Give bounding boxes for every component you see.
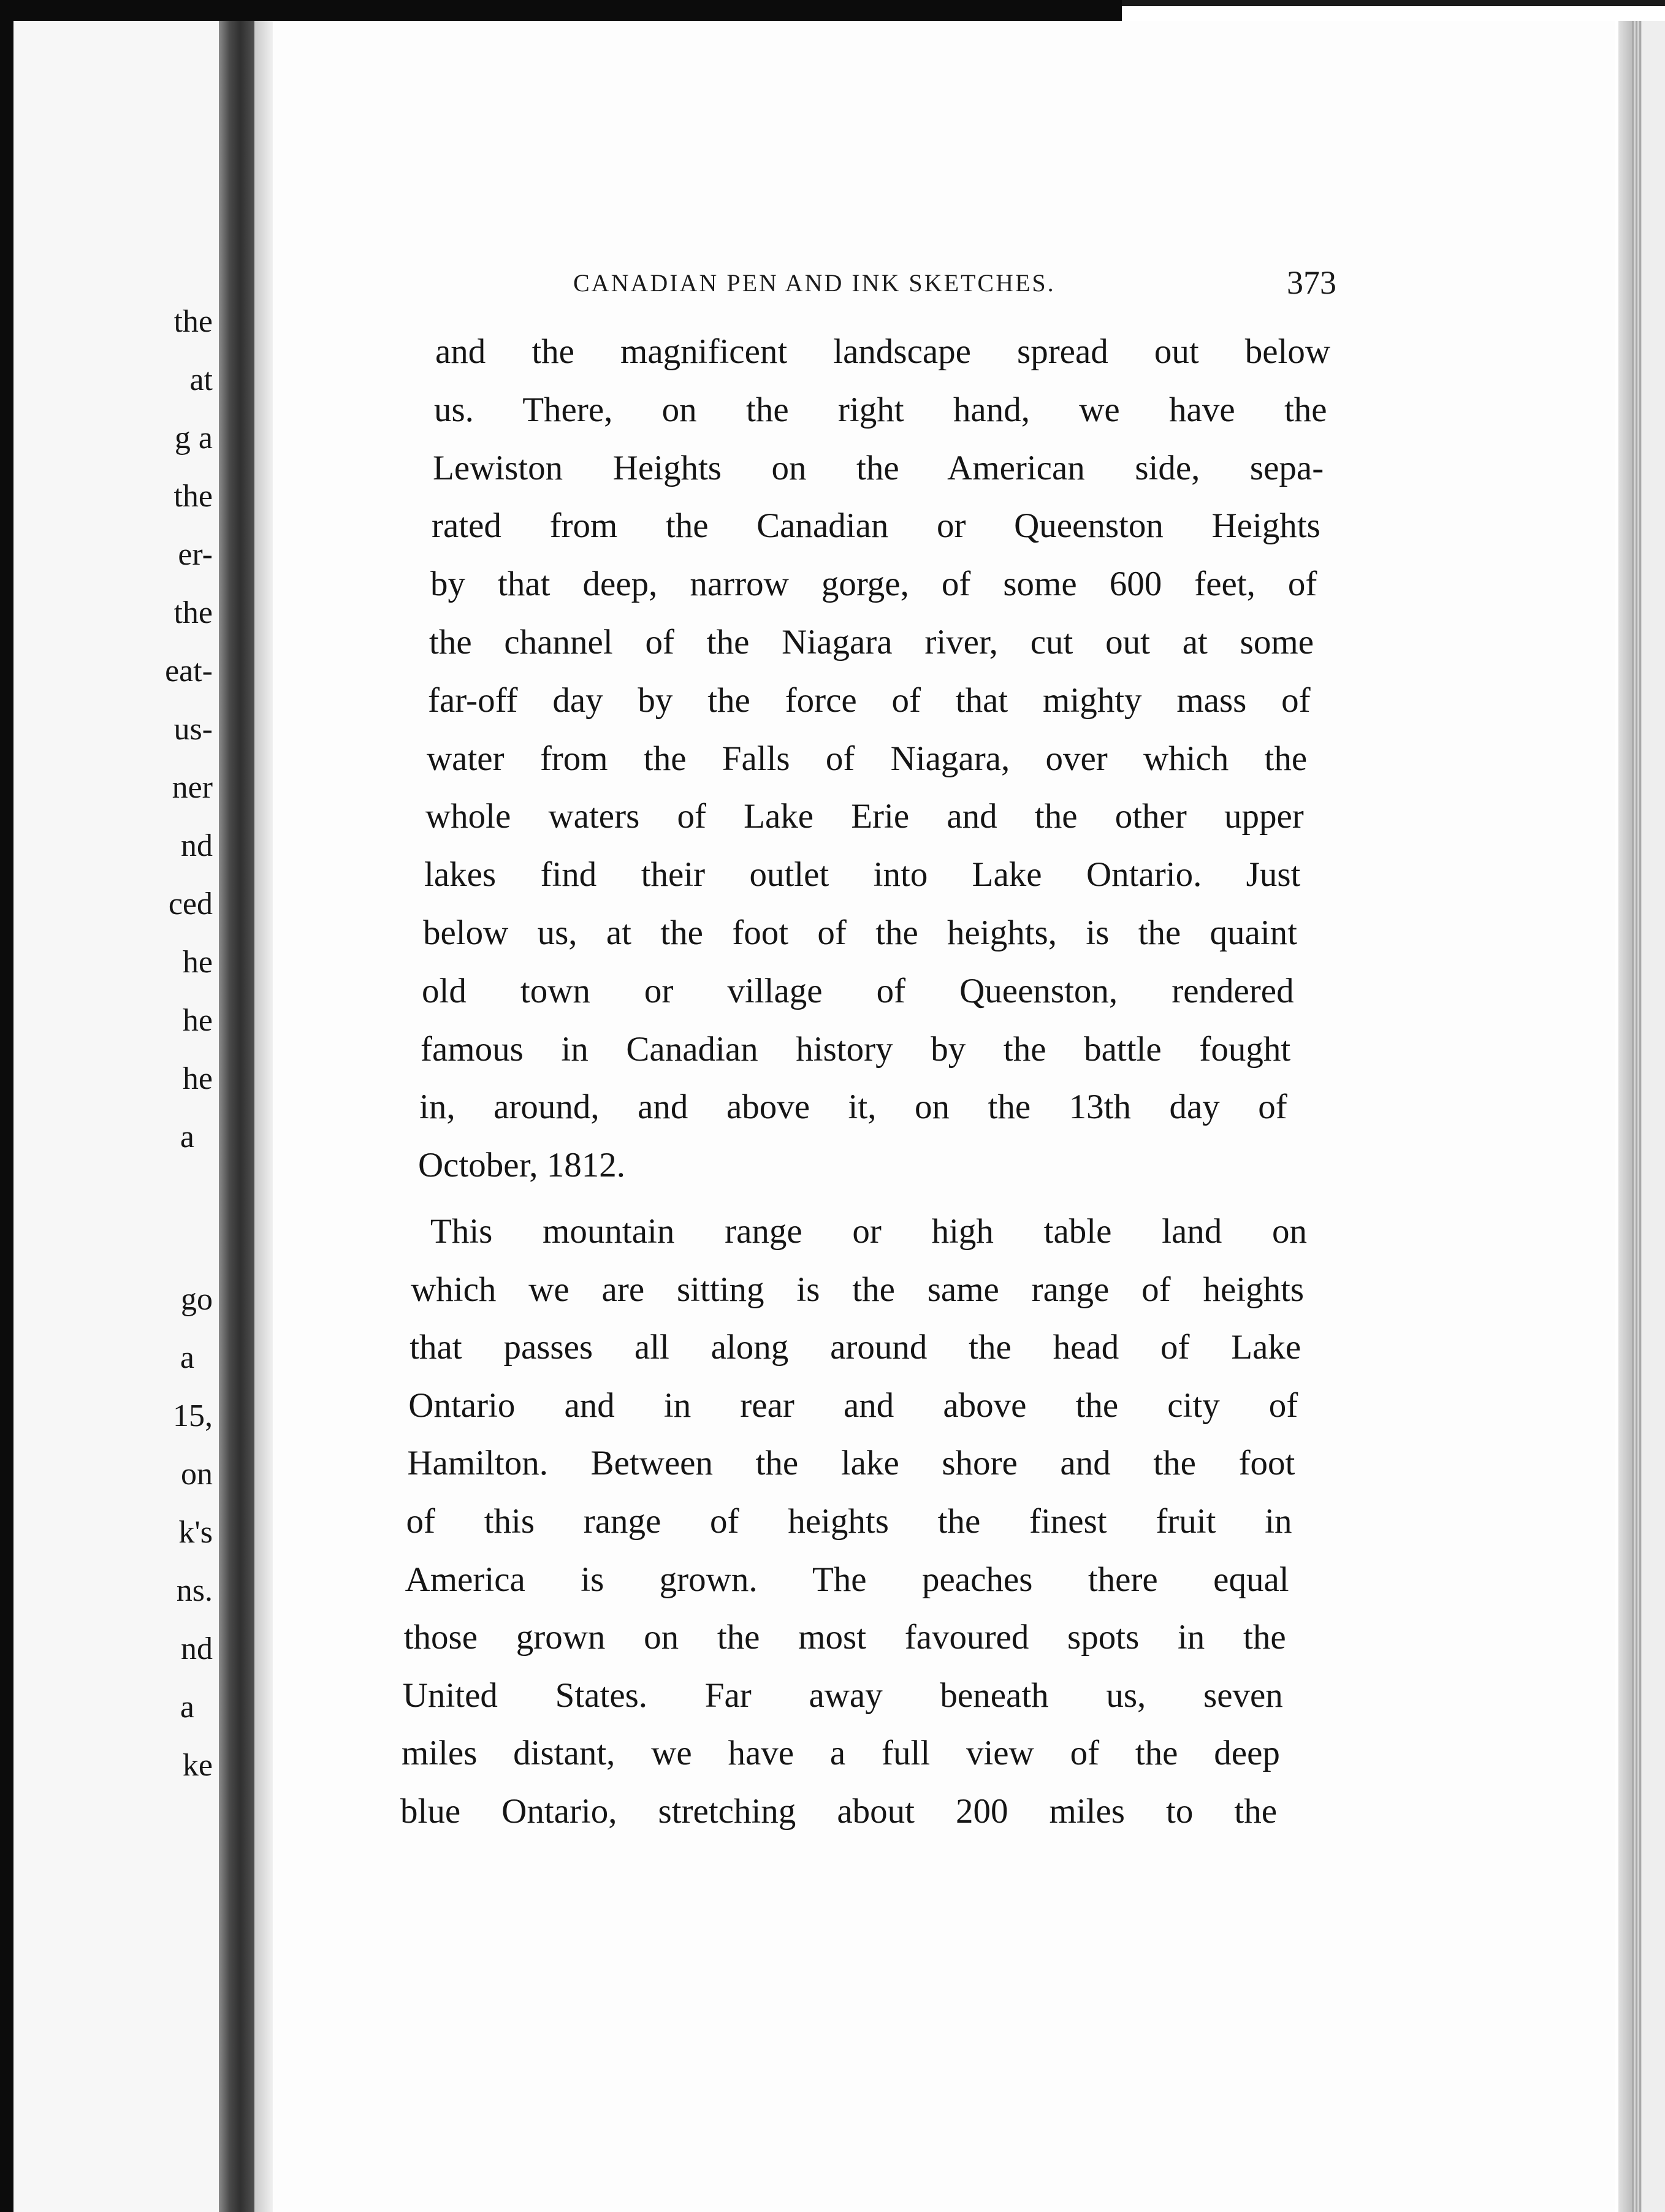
facing-page-line-ending: nd — [181, 1631, 213, 1666]
facing-page-line-ending: eat- — [165, 654, 213, 688]
facing-page-line-ending: a — [180, 1690, 194, 1725]
facing-page-line-ending: nd — [181, 828, 213, 863]
facing-page-line-ending: a — [180, 1119, 194, 1154]
facing-page-line-ending: go — [181, 1282, 213, 1317]
facing-page-line-ending: ke — [182, 1748, 213, 1783]
text-line: which we are sitting is the same range of heights — [411, 1270, 1305, 1309]
text-line: October, 1812. — [418, 1146, 626, 1185]
running-title: CANADIAN PEN AND INK SKETCHES. — [573, 269, 1056, 297]
text-line: miles distant, we have a full view of the deep — [401, 1734, 1280, 1773]
facing-page-line-ending: er- — [178, 537, 213, 572]
text-line: and the magnificent landscape spread out below — [435, 332, 1330, 371]
facing-page-line-ending: the — [173, 479, 213, 514]
facing-page-line-ending: the — [173, 304, 213, 339]
text-line: famous in Canadian history by the battle fought — [421, 1029, 1291, 1069]
scanner-frame-top — [0, 0, 1122, 21]
facing-page-line-ending: us- — [173, 712, 213, 747]
text-line: United States. Far away beneath us, seven — [402, 1676, 1283, 1715]
text-line: those grown on the most favoured spots in the — [403, 1618, 1286, 1657]
text-line: that passes all along around the head of Lake — [410, 1328, 1301, 1367]
facing-page-line-ending: at — [189, 362, 213, 397]
facing-page-line-ending: he — [182, 1061, 213, 1096]
facing-page-line-ending: 15, — [173, 1398, 213, 1433]
text-line: rated from the Canadian or Queenston Heights — [432, 506, 1320, 546]
facing-page-line-endings — [14, 21, 216, 2212]
text-line: Lewiston Heights on the American side, sepa- — [433, 448, 1324, 487]
facing-page-line-ending: ced — [168, 887, 213, 921]
gutter-shadow — [254, 21, 273, 2212]
text-line: old town or village of Queenston, rendered — [422, 971, 1294, 1010]
page-stack-margin — [1642, 21, 1665, 2212]
text-line: lakes find their outlet into Lake Ontario. Just — [424, 855, 1301, 894]
text-line: water from the Falls of Niagara, over which the — [427, 739, 1308, 778]
text-line: whole waters of Lake Erie and the other upper — [425, 797, 1304, 836]
facing-page-line-ending: on — [181, 1457, 213, 1492]
facing-page-line-ending: g a — [174, 421, 213, 456]
text-line: This mountain range or high table land on — [430, 1212, 1307, 1251]
facing-page-left — [13, 21, 219, 2212]
facing-page-line-ending: ns. — [176, 1573, 213, 1608]
text-line: far-off day by the force of that mighty mass of — [428, 681, 1311, 720]
scanner-frame-left — [0, 0, 13, 2212]
facing-page-line-ending: k's — [178, 1515, 213, 1550]
text-line: by that deep, narrow gorge, of some 600 feet, of — [430, 565, 1317, 604]
page-stack-edges — [1632, 21, 1642, 2212]
binding-gutter — [219, 21, 254, 2212]
text-line: Hamilton. Between the lake shore and the foot — [407, 1444, 1295, 1483]
text-line: in, around, and above it, on the 13th day of — [419, 1088, 1287, 1127]
text-line: blue Ontario, stretching about 200 miles to the — [400, 1792, 1277, 1831]
text-line: America is grown. The peaches there equal — [405, 1560, 1289, 1599]
page-number: 373 — [1287, 264, 1336, 301]
scanner-frame-top-edge — [1122, 0, 1665, 6]
page-edge — [1618, 21, 1632, 2212]
facing-page-line-ending: he — [182, 945, 213, 980]
facing-page-line-ending: a — [180, 1340, 194, 1375]
facing-page-line-ending: he — [182, 1003, 213, 1038]
text-line: below us, at the foot of the heights, is the quaint — [423, 913, 1297, 952]
text-line: the channel of the Niagara river, cut out at some — [429, 623, 1314, 662]
facing-page-line-ending: the — [173, 595, 213, 630]
text-line: us. There, on the right hand, we have the — [434, 390, 1327, 429]
text-line: Ontario and in rear and above the city of — [408, 1386, 1298, 1425]
running-header — [573, 264, 1336, 307]
text-line: of this range of heights the finest fruit in — [406, 1502, 1292, 1541]
facing-page-line-ending: ner — [172, 770, 213, 805]
